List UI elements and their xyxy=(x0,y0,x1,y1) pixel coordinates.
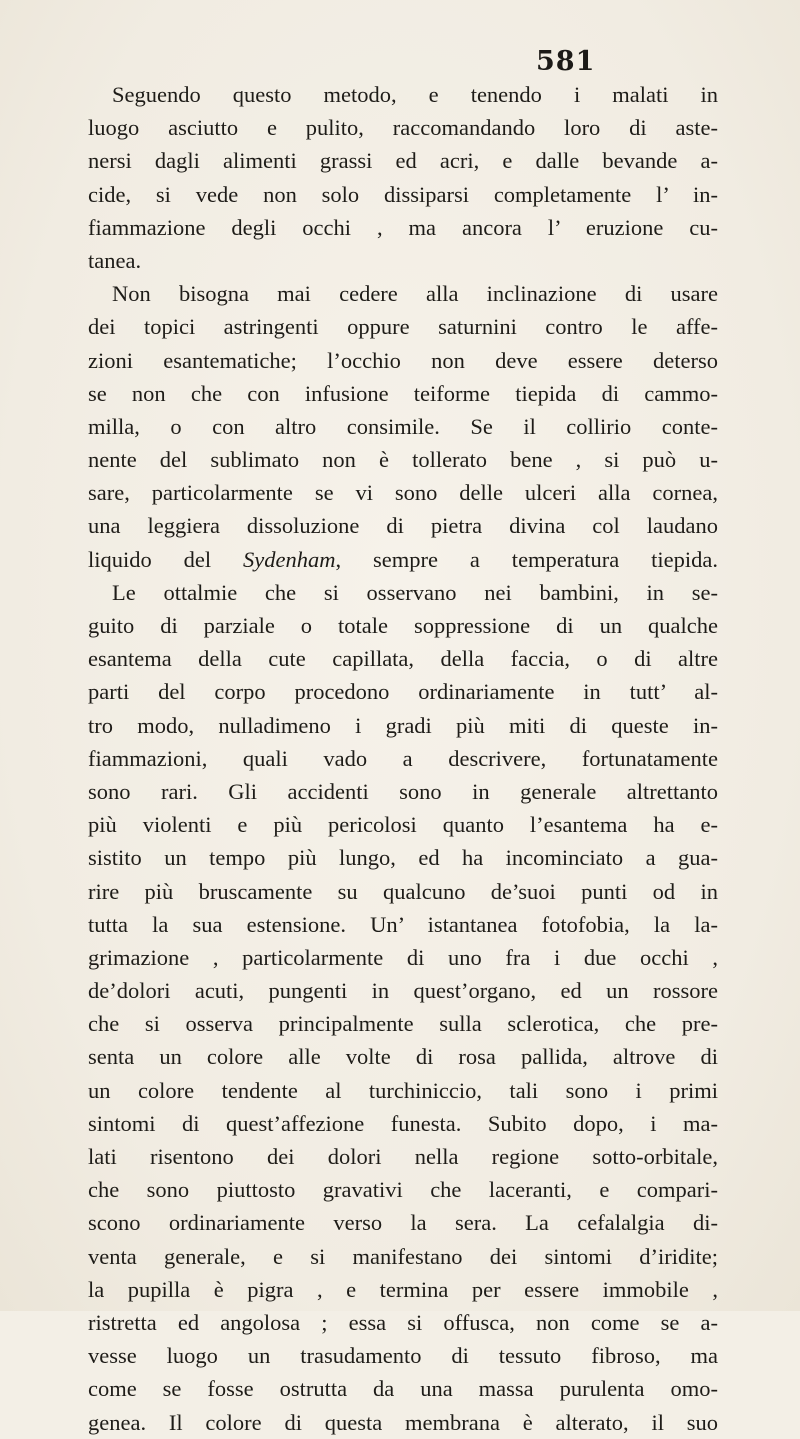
text-line: senta un colore alle volte di rosa pallida, altrove di xyxy=(88,1044,718,1070)
text-line: grimazione , particolarmente di uno fra i due occhi , xyxy=(88,944,718,970)
text-line: sintomi di quest’affezione funesta. Subito dopo, i ma- xyxy=(88,1110,718,1136)
text-line: esantema della cute capillata, della faccia, o di altre xyxy=(88,646,718,672)
text-line: cide, si vede non solo dissiparsi completamente l’ in- xyxy=(88,181,718,207)
text-line: che sono piuttosto gravativi che laceranti, e compari- xyxy=(88,1177,718,1203)
text-line: de’dolori acuti, pungenti in quest’organo, ed un rossore xyxy=(88,978,718,1004)
text-line: tro modo, nulladimeno i gradi più miti di queste in- xyxy=(88,712,718,738)
text-line: se non che con infusione teiforme tiepida di cammo- xyxy=(88,380,718,406)
text-line: rire più bruscamente su qualcuno de’suoi punti od in xyxy=(88,878,718,904)
text-line: luogo asciutto e pulito, raccomandando loro di aste- xyxy=(88,115,718,141)
text-line-segment: , sempre a temperatura tiepida. xyxy=(335,546,718,572)
text-line: nersi dagli alimenti grassi ed acri, e dalle bevande a- xyxy=(88,148,718,174)
text-line: Seguendo questo metodo, e tenendo i malati in xyxy=(112,82,718,107)
text-line: come se fosse ostrutta da una massa purulenta omo- xyxy=(88,1376,718,1402)
text-line: milla, o con altro consimile. Se il collirio conte- xyxy=(88,413,718,439)
text-line-segment: liquido del xyxy=(88,546,244,572)
text-line: vesse luogo un trasudamento di tessuto fibroso, ma xyxy=(88,1343,718,1369)
text-line: Le ottalmie che si osservano nei bambini, in se- xyxy=(112,579,718,605)
text-line: la pupilla è pigra , e termina per essere immobile , xyxy=(88,1276,718,1302)
text-line: Non bisogna mai cedere alla inclinazione di usare xyxy=(112,281,718,307)
text-line: un colore tendente al turchiniccio, tali sono i primi xyxy=(88,1077,718,1103)
text-line: lati risentono dei dolori nella regione sotto-orbitale, xyxy=(88,1144,718,1169)
text-line: che si osserva principalmente sulla sclerotica, che pre- xyxy=(88,1011,718,1037)
text-line: sare, particolarmente se vi sono delle ulceri alla cornea, xyxy=(88,480,718,506)
text-line: venta generale, e si manifestano dei sintomi d’iridite; xyxy=(88,1243,718,1269)
text-line: guito di parziale o totale soppressione di un qualche xyxy=(88,613,718,638)
text-line: fiammazioni, quali vado a descrivere, fortunatamente xyxy=(88,745,718,771)
text-line: tutta la sua estensione. Un’ istantanea fotofobia, la la- xyxy=(88,911,718,937)
italic-name: Sydenham xyxy=(243,546,336,572)
text-line: zioni esantematiche; l’occhio non deve essere deterso xyxy=(88,347,718,373)
body-text xyxy=(88,78,718,1439)
text-line xyxy=(88,543,718,576)
text-line: nente del sublimato non è tollerato bene , si può u- xyxy=(88,447,718,473)
text-line: tanea. xyxy=(88,247,142,273)
text-line: dei topici astringenti oppure saturnini contro le affe- xyxy=(88,314,718,340)
text-line: una leggiera dissoluzione di pietra divina col laudano xyxy=(88,513,718,539)
text-line: genea. Il colore di questa membrana è alterato, il suo xyxy=(88,1409,718,1435)
text-line: parti del corpo procedono ordinariamente in tutt’ al- xyxy=(88,679,718,705)
text-line: ristretta ed angolosa ; essa si offusca, non come se a- xyxy=(88,1309,718,1335)
text-line: scono ordinariamente verso la sera. La cefalalgia di- xyxy=(88,1210,718,1236)
text-line: fiammazione degli occhi , ma ancora l’ eruzione cu- xyxy=(88,214,718,240)
page-number: 581 xyxy=(536,46,596,77)
text-line: sistito un tempo più lungo, ed ha incominciato a gua- xyxy=(88,845,718,871)
text-line: più violenti e più pericolosi quanto l’esantema ha e- xyxy=(88,812,718,838)
text-line: sono rari. Gli accidenti sono in generale altrettanto xyxy=(88,778,718,804)
